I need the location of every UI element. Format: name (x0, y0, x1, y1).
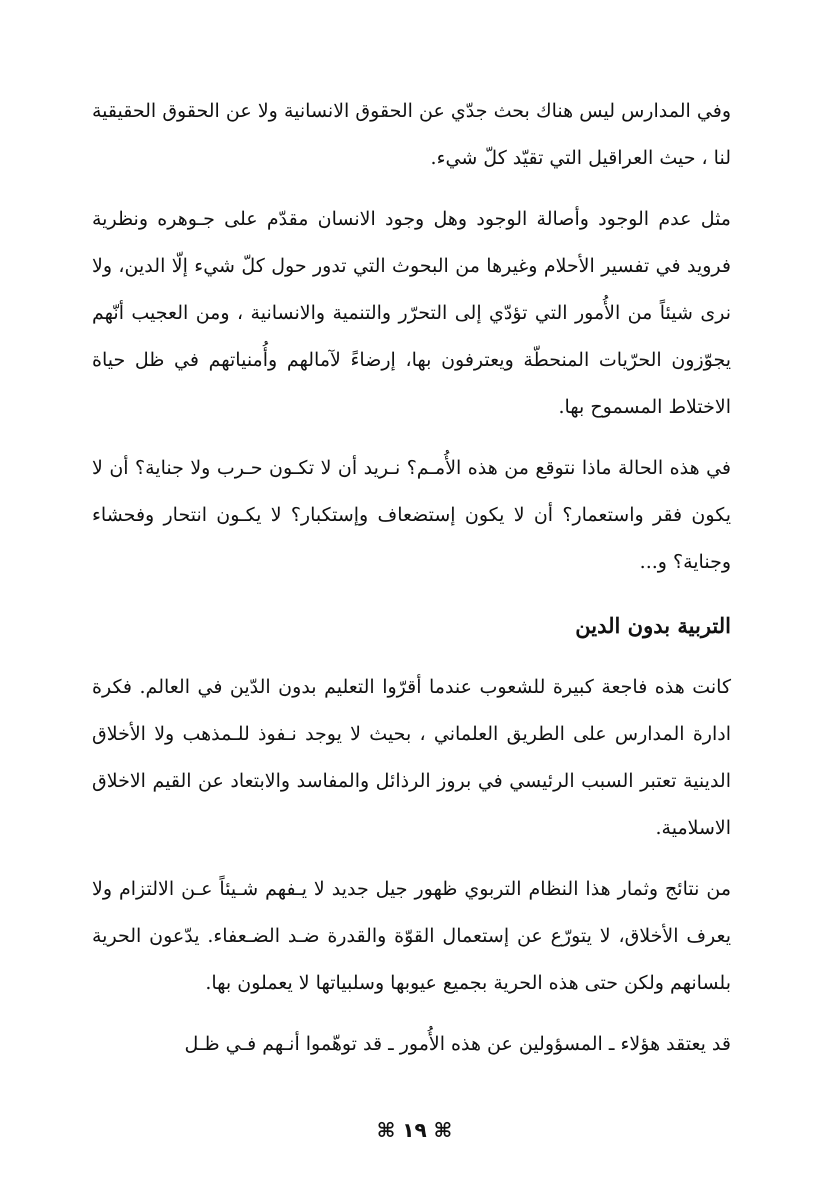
paragraph-secular-education: كانت هذه فاجعة كبيرة للشعوب عندما أقرّوا التعليم بدون الدّين في العالم. فكرة ادارة المدارس على الطريق العلماني ، بحيث لا يوجد نـفوذ للـمذهب ولا الأخلاق الدينية تعتبر السبب الرئيسي في بروز الرذائل والمفاسد والابتعاد عن القيم الاخلاق الاسلامية. (92, 676, 731, 839)
section-gap (92, 586, 731, 602)
paragraph-existence: مثل عدم الوجود وأصالة الوجود وهل وجود الانسان مقدّم على جـوهره ونظرية فرويد في تفسير الأحلام وغيرها من البحوث التي تدور حول كلّ شيء إلّا الدين، ولا نرى شيئاً من الأُمور التي تؤدّي إلى التحرّر والتنمية والانسانية ، ومن العجيب أنّهم يجوّزون الحرّيات المنحطّة ويعترفون بها، إرضاءً لآمالهم وأُمنياتهم في ظل حياة الاختلاط المسموح بها. (92, 208, 731, 418)
paragraph-gap (92, 431, 731, 445)
paragraph-gap (92, 852, 731, 866)
paragraph-gap (92, 182, 731, 196)
paragraph-rights: وفي المدارس ليس هناك بحث جدّي عن الحقوق الانسانية ولا عن الحقوق الحقيقية لنا ، حيث العراقيل التي تقيّد كلّ شيء. (92, 100, 731, 169)
paragraph-expectations: في هذه الحالة ماذا نتوقع من هذه الأُمـم؟ نـريد أن لا تكـون حـرب ولا جناية؟ أن لا يكون فقر واستعمار؟ أن لا يكون إستضعاف وإستكبار؟ لا يكـون انتحار وفحشاء وجناية؟ و... (92, 457, 731, 573)
page-number: ⌘ ١٩ ⌘ (376, 1118, 453, 1142)
paragraph-responsible: قد يعتقد هؤلاء ـ المسؤولين عن هذه الأُمور ـ قد توهّموا أنـهم فـي ظـل (184, 1033, 731, 1055)
page-body (92, 88, 731, 1068)
paragraph-gap (92, 1007, 731, 1021)
paragraph-new-generation: من نتائج وثمار هذا النظام التربوي ظهور جيل جديد لا يـفهم شـيئاً عـن الالتزام ولا يعرف الأخلاق، لا يتورّع عن إستعمال القوّة والقدرة ضـد الضـعفاء. يدّعون الحرية بلسانهم ولكن حتى هذه الحرية بجميع عيوبها وسلبياتها لا يعملون بها. (92, 878, 731, 994)
section-heading: التربية بدون الدين (575, 613, 731, 638)
